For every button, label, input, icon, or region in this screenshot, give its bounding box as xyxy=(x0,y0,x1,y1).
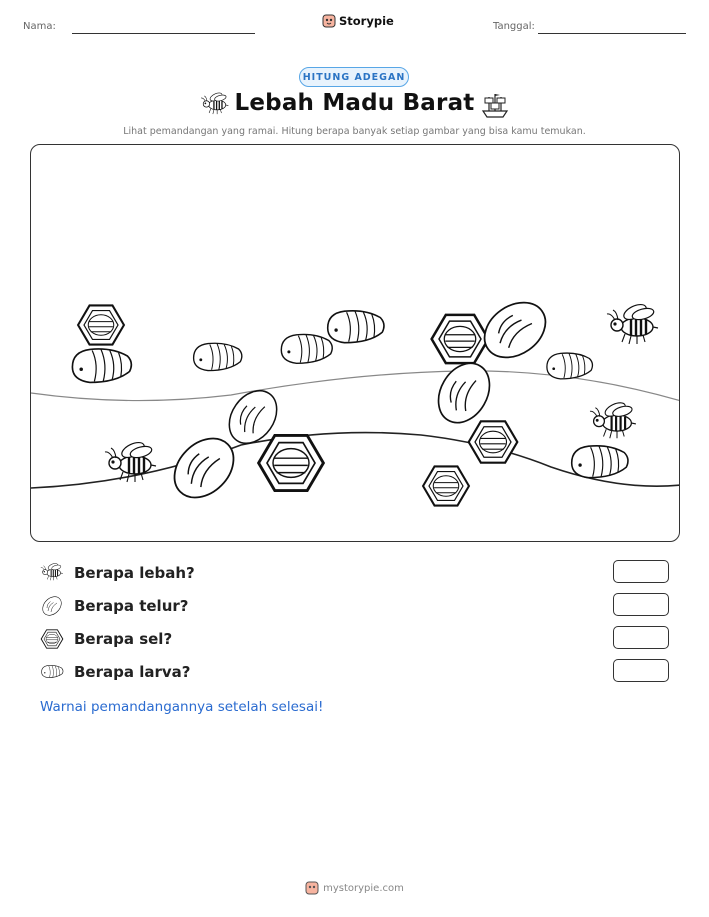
section-badge: HITUNG ADEGAN xyxy=(299,67,409,87)
cell-3 xyxy=(259,435,324,490)
cell-1 xyxy=(78,305,124,344)
larva-4 xyxy=(328,311,384,343)
question-larvae xyxy=(40,660,190,684)
egg-4 xyxy=(163,427,245,509)
answer-box-cells[interactable] xyxy=(613,626,669,649)
page-title: Lebah Madu Barat xyxy=(234,90,475,116)
name-label: Nama: xyxy=(23,21,56,32)
storypie-logo xyxy=(322,13,394,29)
answer-box-eggs[interactable] xyxy=(613,593,669,616)
larva-3 xyxy=(281,334,332,363)
bee-1 xyxy=(607,301,658,344)
answer-box-larvae[interactable] xyxy=(613,659,669,682)
egg-icon xyxy=(40,594,64,618)
footer-site[interactable]: mystorypie.com xyxy=(323,882,404,894)
answer-box-bees[interactable] xyxy=(613,560,669,583)
instructions-subtitle: Lihat pemandangan yang ramai. Hitung berapa banyak setiap gambar yang bisa kamu temukan. xyxy=(123,126,586,137)
counting-scene[interactable] xyxy=(30,144,680,542)
larva-2 xyxy=(194,343,242,370)
honeycomb-cell-icon xyxy=(40,627,64,651)
question-text: Berapa telur? xyxy=(74,597,189,615)
scene-illustration xyxy=(31,145,680,542)
date-field[interactable] xyxy=(538,33,686,34)
ship-icon xyxy=(480,91,510,119)
cell-4 xyxy=(469,421,518,462)
question-cells xyxy=(40,627,172,651)
bee-icon xyxy=(40,561,64,585)
question-text: Berapa sel? xyxy=(74,630,173,648)
brand-name: Storypie xyxy=(339,14,394,28)
larva-5 xyxy=(547,353,593,379)
question-eggs xyxy=(40,594,188,618)
question-bees xyxy=(40,561,195,585)
storypie-mascot-icon xyxy=(305,880,319,896)
name-field[interactable] xyxy=(72,33,255,34)
egg-2 xyxy=(428,354,500,432)
storypie-mascot-icon xyxy=(322,13,336,29)
date-label: Tanggal: xyxy=(493,21,535,32)
larva-1 xyxy=(72,349,131,382)
larva-icon xyxy=(40,660,64,684)
coloring-instruction: Warnai pemandangannya setelah selesai! xyxy=(40,699,324,715)
larva-6 xyxy=(572,446,628,478)
bee-2 xyxy=(590,400,636,438)
cell-2 xyxy=(432,315,489,363)
egg-1 xyxy=(474,291,556,369)
question-text: Berapa lebah? xyxy=(74,564,195,582)
cell-5 xyxy=(423,466,469,505)
question-text: Berapa larva? xyxy=(74,663,191,681)
footer xyxy=(0,880,709,896)
